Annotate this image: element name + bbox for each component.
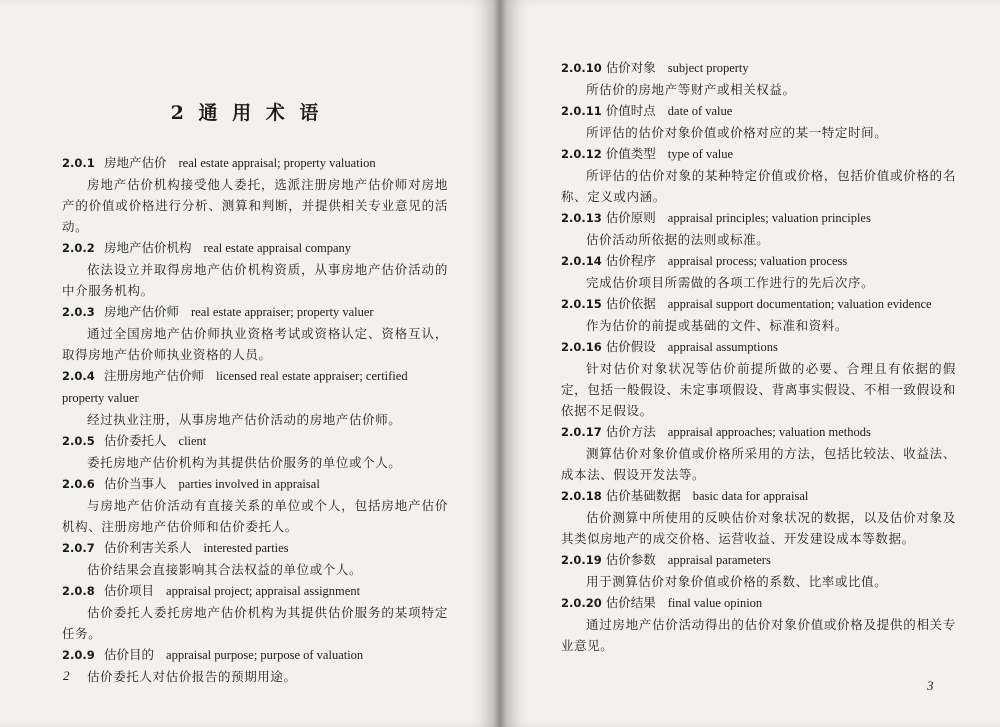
term-entry bbox=[561, 549, 956, 592]
term-definition: 与房地产估价活动有直接关系的单位或个人，包括房地产估价机构、注册房地产估价师和估价委托人。 bbox=[62, 498, 448, 534]
chapter-title: 2 通 用 术 语 bbox=[170, 102, 323, 124]
term-entry bbox=[62, 301, 448, 365]
term-english: real estate appraisal; property valuation bbox=[178, 156, 376, 170]
term-english: parties involved in appraisal bbox=[178, 477, 320, 491]
term-number: 2.0.15 bbox=[561, 297, 602, 311]
term-english: appraisal support documentation; valuation evidence bbox=[667, 297, 932, 311]
page-number-right: 3 bbox=[927, 678, 934, 693]
term-english: final value opinion bbox=[667, 596, 763, 610]
term-chinese: 估价程序 bbox=[605, 253, 656, 268]
term-english: appraisal purpose; purpose of valuation bbox=[166, 648, 364, 662]
term-entry bbox=[62, 644, 448, 687]
term-chinese: 估价方法 bbox=[605, 424, 656, 439]
term-heading bbox=[561, 207, 956, 229]
term-heading bbox=[62, 152, 448, 174]
term-number: 2.0.20 bbox=[561, 596, 602, 610]
term-number: 2.0.11 bbox=[561, 104, 602, 118]
term-number: 2.0.16 bbox=[561, 340, 602, 354]
term-english: appraisal assumptions bbox=[667, 340, 778, 354]
term-entry bbox=[62, 537, 448, 580]
term-heading bbox=[561, 100, 956, 122]
term-number: 2.0.12 bbox=[561, 147, 602, 161]
term-definition: 完成估价项目所需做的各项工作进行的先后次序。 bbox=[586, 275, 875, 290]
page-number-left: 2 bbox=[63, 668, 70, 683]
term-heading bbox=[561, 143, 956, 165]
term-chinese: 估价目的 bbox=[104, 647, 155, 662]
term-chinese: 房地产估价师 bbox=[104, 304, 180, 319]
term-english: basic data for appraisal bbox=[692, 489, 809, 503]
term-definition: 所估价的房地产等财产或相关权益。 bbox=[586, 82, 796, 97]
term-definition: 作为估价的前提或基础的文件、标准和资料。 bbox=[586, 318, 849, 333]
term-chinese: 房地产估价机构 bbox=[104, 240, 192, 255]
term-chinese: 估价原则 bbox=[605, 210, 656, 225]
term-entry bbox=[561, 592, 956, 656]
term-chinese: 估价利害关系人 bbox=[104, 540, 192, 555]
term-heading bbox=[561, 57, 956, 79]
book-gutter bbox=[493, 0, 507, 727]
term-english: type of value bbox=[667, 147, 734, 161]
term-english: appraisal approaches; valuation methods bbox=[667, 425, 871, 439]
term-chinese: 估价委托人 bbox=[104, 433, 167, 448]
term-definition: 依法设立并取得房地产估价机构资质，从事房地产估价活动的中介服务机构。 bbox=[62, 262, 448, 298]
term-definition: 通过房地产估价活动得出的估价对象价值或价格及提供的相关专业意见。 bbox=[561, 617, 956, 653]
term-english: real estate appraiser; property valuer bbox=[191, 305, 374, 319]
term-number: 2.0.9 bbox=[62, 648, 95, 662]
term-entry bbox=[62, 152, 448, 237]
term-entry bbox=[62, 580, 448, 644]
term-number: 2.0.6 bbox=[62, 477, 95, 491]
term-entry bbox=[561, 421, 956, 485]
term-definition: 通过全国房地产估价师执业资格考试或资格认定、资格互认，取得房地产估价师执业资格的人员。 bbox=[62, 326, 448, 362]
term-number: 2.0.4 bbox=[62, 369, 95, 383]
term-definition: 测算估价对象价值或价格所采用的方法，包括比较法、收益法、成本法、假设开发法等。 bbox=[561, 446, 956, 482]
term-number: 2.0.1 bbox=[62, 156, 95, 170]
term-chinese: 价值时点 bbox=[605, 103, 656, 118]
term-number: 2.0.10 bbox=[561, 61, 602, 75]
term-entry bbox=[561, 57, 956, 100]
term-entry bbox=[62, 473, 448, 537]
term-number: 2.0.3 bbox=[62, 305, 95, 319]
term-english: appraisal principles; valuation principles bbox=[667, 211, 871, 225]
term-number: 2.0.17 bbox=[561, 425, 602, 439]
term-english: appraisal project; appraisal assignment bbox=[166, 584, 361, 598]
term-definition: 估价活动所依据的法则或标准。 bbox=[586, 232, 770, 247]
term-chinese: 房地产估价 bbox=[104, 155, 167, 170]
term-heading bbox=[561, 485, 956, 507]
term-heading bbox=[561, 549, 956, 571]
term-definition: 估价测算中所使用的反映估价对象状况的数据，以及估价对象及其类似房地产的成交价格、运营收益、开发建设成本等数据。 bbox=[561, 510, 956, 546]
term-chinese: 估价结果 bbox=[605, 595, 656, 610]
term-english: date of value bbox=[667, 104, 733, 118]
term-definition: 经过执业注册，从事房地产估价活动的房地产估价师。 bbox=[87, 412, 402, 427]
term-english: appraisal process; valuation process bbox=[667, 254, 848, 268]
term-heading bbox=[62, 237, 448, 259]
term-heading bbox=[62, 537, 448, 559]
term-heading bbox=[561, 421, 956, 443]
term-chinese: 估价参数 bbox=[605, 552, 656, 567]
term-heading bbox=[62, 473, 448, 495]
right-page bbox=[507, 0, 1000, 727]
term-english: appraisal parameters bbox=[667, 553, 771, 567]
term-number: 2.0.13 bbox=[561, 211, 602, 225]
term-heading bbox=[62, 301, 448, 323]
term-definition: 用于测算估价对象价值或价格的系数、比率或比值。 bbox=[586, 574, 888, 589]
term-number: 2.0.18 bbox=[561, 489, 602, 503]
term-definition: 估价结果会直接影响其合法权益的单位或个人。 bbox=[87, 562, 363, 577]
term-entry bbox=[561, 485, 956, 549]
term-heading bbox=[561, 250, 956, 272]
term-number: 2.0.19 bbox=[561, 553, 602, 567]
term-chinese: 价值类型 bbox=[605, 146, 656, 161]
term-chinese: 注册房地产估价师 bbox=[104, 368, 205, 383]
term-chinese: 估价当事人 bbox=[104, 476, 167, 491]
term-chinese: 估价项目 bbox=[104, 583, 155, 598]
term-number: 2.0.8 bbox=[62, 584, 95, 598]
term-chinese: 估价对象 bbox=[605, 60, 656, 75]
term-chinese: 估价基础数据 bbox=[605, 488, 681, 503]
term-number: 2.0.7 bbox=[62, 541, 95, 555]
term-heading bbox=[62, 580, 448, 602]
term-heading bbox=[561, 336, 956, 358]
term-definition: 估价委托人委托房地产估价机构为其提供估价服务的某项特定任务。 bbox=[62, 605, 448, 641]
term-heading bbox=[62, 644, 448, 666]
term-english: subject property bbox=[667, 61, 749, 75]
term-definition: 委托房地产估价机构为其提供估价服务的单位或个人。 bbox=[87, 455, 402, 470]
term-entry bbox=[62, 237, 448, 301]
term-entry bbox=[561, 100, 956, 143]
term-chinese: 估价假设 bbox=[605, 339, 656, 354]
term-entry bbox=[561, 250, 956, 293]
term-definition: 所评估的估价对象价值或价格对应的某一特定时间。 bbox=[586, 125, 888, 140]
term-heading bbox=[561, 592, 956, 614]
term-number: 2.0.14 bbox=[561, 254, 602, 268]
term-definition: 所评估的估价对象的某种特定价值或价格，包括价值或价格的名称、定义或内涵。 bbox=[561, 168, 956, 204]
term-entry bbox=[561, 293, 956, 336]
term-chinese: 估价依据 bbox=[605, 296, 656, 311]
right-entries bbox=[561, 57, 956, 656]
term-english: licensed real estate appraiser; certified property valuer bbox=[62, 369, 408, 405]
term-english: client bbox=[178, 434, 207, 448]
left-entries bbox=[62, 152, 448, 687]
term-entry bbox=[561, 143, 956, 207]
left-page bbox=[0, 0, 493, 727]
term-heading bbox=[62, 365, 448, 409]
term-entry bbox=[62, 365, 448, 430]
term-number: 2.0.5 bbox=[62, 434, 95, 448]
term-number: 2.0.2 bbox=[62, 241, 95, 255]
term-entry bbox=[561, 336, 956, 421]
term-heading bbox=[62, 430, 448, 452]
term-heading bbox=[561, 293, 956, 315]
term-definition: 针对估价对象状况等估价前提所做的必要、合理且有依据的假定，包括一般假设、未定事项假设、背离事实假设、不相一致假设和依据不足假设。 bbox=[561, 361, 956, 418]
term-entry bbox=[62, 430, 448, 473]
term-entry bbox=[561, 207, 956, 250]
term-definition: 房地产估价机构接受他人委托，选派注册房地产估价师对房地产的价值或价格进行分析、测算和判断，并提供相关专业意见的活动。 bbox=[62, 177, 448, 234]
term-definition: 估价委托人对估价报告的预期用途。 bbox=[87, 669, 297, 684]
term-english: real estate appraisal company bbox=[203, 241, 352, 255]
term-english: interested parties bbox=[203, 541, 289, 555]
